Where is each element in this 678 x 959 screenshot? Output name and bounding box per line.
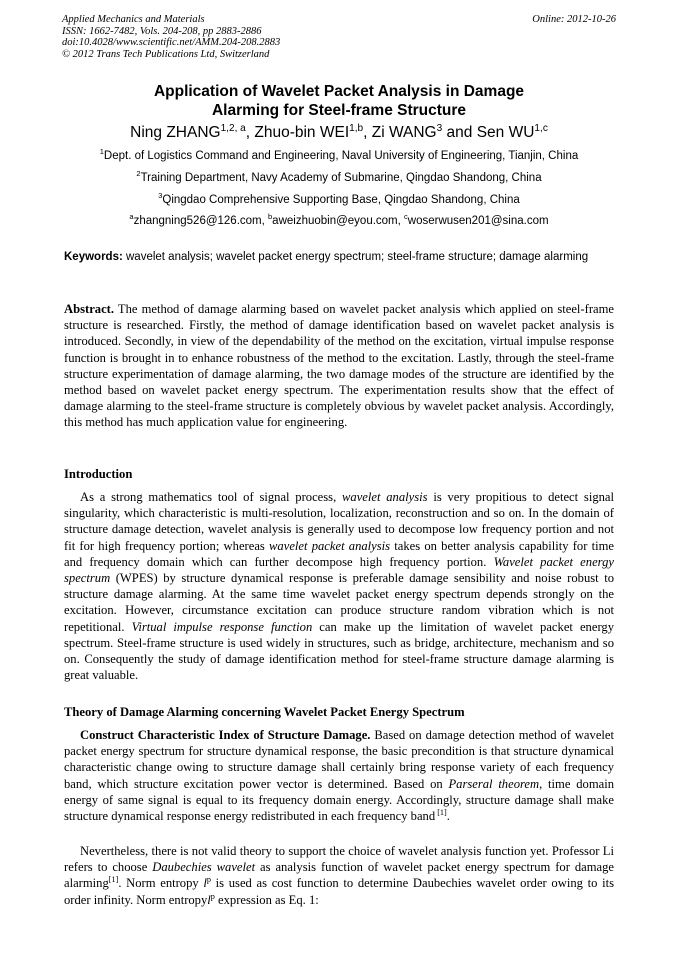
author-name: , Zi WANG — [363, 124, 437, 141]
author-list — [0, 124, 678, 142]
introduction-heading: Introduction — [64, 467, 133, 481]
intro-term: wavelet analysis — [342, 490, 428, 504]
keywords-label: Keywords: — [64, 251, 123, 263]
doi-line[interactable]: doi:10.4028/www.scientific.net/AMM.204-208.2883 — [62, 37, 281, 48]
email-b[interactable]: aweizhuobin@eyou.com, — [272, 215, 405, 227]
affiliation-text: Qingdao Comprehensive Supporting Base, Qingdao Shandong, China — [162, 194, 520, 206]
intro-text: takes on better analysis capability for time and frequency domain which can further decompose high frequency portion. — [64, 538, 615, 569]
intro-term: Virtual impulse response function — [131, 619, 313, 634]
affiliation-text: Dept. of Logistics Command and Engineering, Naval University of Engineering, Tianjin, China — [103, 150, 579, 162]
author-name: , Zhuo-bin WEI — [245, 124, 350, 141]
paper-title — [0, 82, 678, 120]
math-sup: p — [210, 891, 215, 901]
affiliation-text: Training Department, Navy Academy of Submarine, Qingdao Shandong, China — [140, 172, 542, 184]
journal-name: Applied Mechanics and Materials — [62, 14, 205, 25]
theory-text: is used as cost function to determine Daubechies wavelet order owing to its order infinity. Norm entropy — [64, 876, 614, 907]
intro-term: wavelet packet analysis — [269, 538, 391, 553]
affiliation-sup: 1 — [99, 147, 104, 157]
email-line — [0, 212, 678, 227]
theory-text: . — [446, 809, 450, 824]
author-name: Ning ZHANG — [130, 124, 221, 141]
copyright-line: © 2012 Trans Tech Publications Ltd, Switzerland — [62, 48, 270, 60]
theory-term: Daubechies wavelet — [152, 860, 256, 875]
theory-text: as analysis function of wavelet packet energy spectrum for damage alarming — [64, 860, 614, 891]
intro-term: Wavelet packet energy spectrum — [64, 554, 614, 586]
theory-text: , time domain energy of same signal is equal to its frequency domain energy. Accordingly, structure damage shall make structure dynamical response energy redistributed in each frequency band — [64, 776, 614, 824]
theory-paragraph — [64, 727, 614, 824]
math-symbol: l — [203, 876, 207, 891]
abstract-paragraph — [64, 301, 614, 431]
author-name: and Sen WU — [442, 124, 535, 141]
intro-text: As a strong mathematics tool of signal process, — [80, 490, 343, 504]
theory-text: Based on damage detection method of wavelet packet energy spectrum for structure dynamical response, the basic precondition is that structure dynamical characteristic change owing to structure damage shall certainly bring response variety of each frequency band, which structure excitation power vector is determined. Based on — [64, 728, 614, 791]
intro-text: is very propitious to detect signal singularity, which characteristic is multi-resolution, localization, reconstruction and so on. In the domain of structure damage detection, wavelet analysis is generally used to decompose low frequency portion and not fit for high frequency portion; whereas — [64, 490, 614, 553]
intro-text: can make up the limitation of wavelet packet energy spectrum. Steel-frame structure is used widely in structures, such as bridge, architecture, mechanism and so on. Consequently the study of damage identification method for steel-frame structure damage alarming is great valuable. — [64, 619, 615, 683]
theory-heading: Theory of Damage Alarming concerning Wavelet Packet Energy Spectrum — [64, 705, 465, 719]
affiliation-1 — [0, 147, 678, 162]
theory-lead: Construct Characteristic Index of Structure Damage. — [80, 728, 371, 742]
theory-text: Nevertheless, there is not valid theory to support the choice of wavelet analysis function yet. Professor Li refers to choose — [64, 844, 614, 875]
author-sup: 1,b — [349, 122, 364, 134]
theory-text: expression as Eq. 1: — [214, 892, 319, 907]
author-sup: 1,c — [534, 122, 548, 134]
math-sup: p — [206, 875, 211, 885]
email-a[interactable]: zhangning526@126.com, — [133, 215, 269, 227]
math-symbol: l — [207, 892, 211, 907]
affiliation-3 — [0, 191, 678, 206]
email-sup: a — [129, 212, 134, 222]
keywords-text: wavelet analysis; wavelet packet energy spectrum; steel-frame structure; damage alarming — [122, 251, 589, 263]
title-line-2: Alarming for Steel-frame Structure — [211, 102, 467, 119]
email-sup: c — [404, 212, 408, 222]
abstract-label: Abstract. — [64, 302, 115, 316]
citation[interactable]: [1] — [435, 807, 447, 817]
affiliation-sup: 3 — [158, 191, 163, 201]
theory-text: . Norm entropy — [118, 876, 204, 891]
introduction-paragraph — [64, 489, 614, 683]
affiliation-sup: 2 — [136, 169, 141, 179]
abstract-text: The method of damage alarming based on wavelet packet analysis which applied on steel-frame structure is researched. Firstly, the method of damage identification based on wavelet packet analysis is introduced. Secondly, in view of the dependability of the method on the excitation, virtual impulse response function is brought in to enhance robustness of the method to the excitation. Lastly, through the steel-frame structure experimentation of damage alarming, the two damage modes of the structure are identified by the method based on wavelet packet energy spectrum. The experimentation results show that the effect of damage alarming to the steel-frame structure is completely obvious by wavelet packet analysis. Accordingly, this method has much application value for engineering. — [64, 302, 614, 430]
theory-term: Parseral theorem — [448, 776, 540, 791]
title-line-1: Application of Wavelet Packet Analysis in Damage — [153, 83, 525, 100]
author-sup: 1,2, a — [220, 122, 246, 134]
theory-paragraph-2 — [64, 843, 614, 908]
email-c[interactable]: woserwusen201@sina.com — [407, 215, 549, 227]
issn-line: ISSN: 1662-7482, Vols. 204-208, pp 2883-2886 — [62, 25, 262, 37]
keywords-block — [64, 251, 614, 265]
online-date: Online: 2012-10-26 — [532, 14, 616, 25]
journal-info — [62, 14, 280, 60]
email-sup: b — [268, 212, 273, 222]
author-sup: 3 — [436, 122, 443, 134]
intro-text: (WPES) by structure dynamical response is preferable damage sensibility and noise robust to structure damage alarming. At the same time wavelet packet energy spectrum depends strongly on the excitation. However, circumstance excitation can produce structure random vibration which is not repetitional. — [64, 571, 614, 634]
citation[interactable]: [1] — [108, 875, 119, 885]
affiliation-2 — [0, 169, 678, 184]
